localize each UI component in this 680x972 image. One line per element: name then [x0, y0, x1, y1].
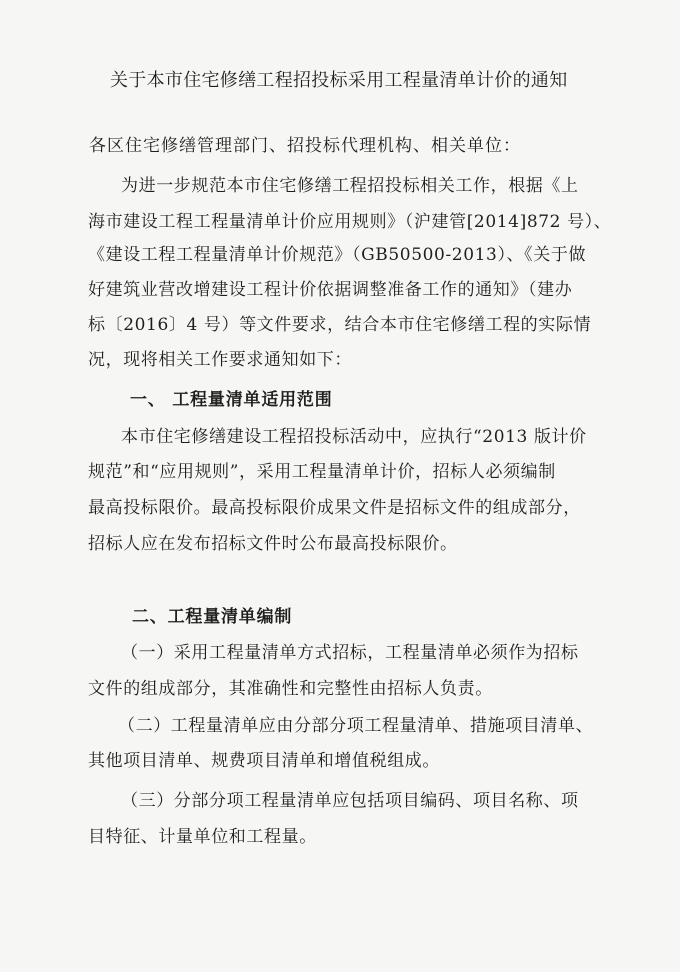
item-line: （二）工程量清单应由分部分项工程量清单、措施项目清单、: [118, 716, 594, 736]
section-line: 最高投标限价。最高投标限价成果文件是招标文件的组成部分，: [88, 498, 581, 518]
intro-line: 海市建设工程工程量清单计价应用规则》（沪建管[2014]872 号）、: [88, 212, 612, 232]
section-line: 招标人应在发布招标文件时公布最高投标限价。: [88, 534, 458, 554]
intro-line: 标〔2016〕4 号）等文件要求，结合本市住宅修缮工程的实际情: [88, 315, 592, 335]
intro-line: 好建筑业营改增建设工程计价依据调整准备工作的通知》（建办: [88, 280, 573, 300]
document-title: 关于本市住宅修缮工程招投标采用工程量清单计价的通知: [110, 70, 568, 91]
section-heading-scope: 一、 工程量清单适用范围: [130, 390, 333, 410]
item-line: 目特征、计量单位和工程量。: [88, 827, 317, 847]
section-line: 本市住宅修缮建设工程招投标活动中，应执行“2013 版计价: [121, 427, 587, 447]
section-line: 规范”和“应用规则”，采用工程量清单计价，招标人必须编制: [88, 462, 556, 482]
item-line: （一）采用工程量清单方式招标，工程量清单必须作为招标: [121, 643, 579, 663]
intro-line: 为进一步规范本市住宅修缮工程招投标相关工作，根据《上: [121, 176, 579, 196]
intro-line: 况，现将相关工作要求通知如下：: [88, 350, 352, 370]
salutation: 各区住宅修缮管理部门、招投标代理机构、相关单位：: [89, 136, 521, 156]
item-line: 文件的组成部分，其准确性和完整性由招标人负责。: [88, 679, 493, 699]
item-line: （三）分部分项工程量清单应包括项目编码、项目名称、项: [121, 791, 579, 811]
section-heading-compilation: 二、工程量清单编制: [132, 607, 293, 627]
intro-line: 《建设工程工程量清单计价规范》（GB50500-2013）、《关于做: [88, 245, 587, 265]
item-line: 其他项目清单、规费项目清单和增值税组成。: [88, 751, 440, 771]
